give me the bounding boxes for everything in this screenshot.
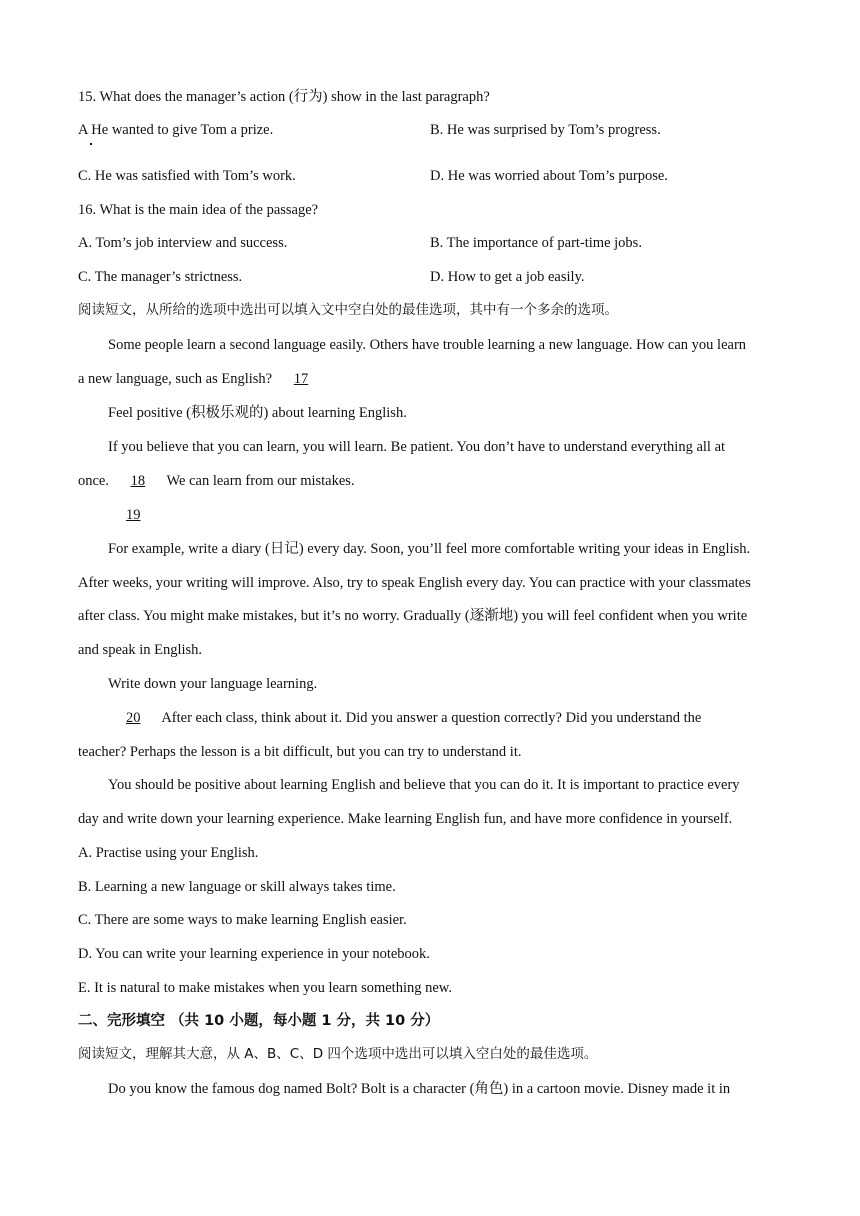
question-15-option-d: D. He was worried about Tom’s purpose. — [430, 168, 668, 184]
passage-text: After each class, think about it. Did you answer a question correctly? Did you understand the — [161, 710, 702, 726]
passage-subheading-feel-positive: Feel positive (积极乐观的) about learning English. — [108, 405, 407, 421]
question-15-option-a: A He wanted to give Tom a prize. — [78, 122, 274, 138]
passage-text: once. — [78, 473, 109, 489]
passage-paragraph-4-line-4: and speak in English. — [78, 642, 203, 658]
question-15-stem: 15. What does the manager’s action (行为) show in the last paragraph? — [78, 89, 490, 105]
passage-paragraph-7-line-2: day and write down your learning experience. Make learning English fun, and have more confidence in yourself. — [78, 811, 733, 827]
passage-paragraph-6-line-2: teacher? Perhaps the lesson is a bit difficult, but you can try to understand it. — [78, 744, 522, 760]
option-e: E. It is natural to make mistakes when you learn something new. — [78, 980, 452, 996]
question-16-option-b: B. The importance of part-time jobs. — [430, 235, 642, 251]
option-a: A. Practise using your English. — [78, 845, 259, 861]
passage-text: a new language, such as English? — [78, 371, 273, 387]
question-16-option-a: A. Tom’s job interview and success. — [78, 235, 288, 251]
stray-dot-mark — [90, 143, 92, 145]
passage-paragraph-1-line-2 — [78, 369, 326, 389]
blank-17: 17 — [293, 371, 309, 387]
passage-paragraph-6-line-1 — [108, 708, 701, 728]
section-2-instruction: 阅读短文，理解其大意，从 A、B、C、D 四个选项中选出可以填入空白处的最佳选项。 — [78, 1046, 598, 1062]
blank-18: 18 — [130, 473, 146, 489]
blank-19: 19 — [126, 507, 141, 523]
passage-paragraph-3-line-1: If you believe that you can learn, you will learn. Be patient. You don’t have to understand everything all at — [108, 439, 726, 455]
passage-text: We can learn from our mistakes. — [166, 473, 355, 489]
question-15-option-b: B. He was surprised by Tom’s progress. — [430, 122, 661, 138]
passage-paragraph-4-line-1: For example, write a diary (日记) every day. Soon, you’ll feel more comfortable writing your ideas in English. — [108, 541, 751, 557]
passage-paragraph-3-line-2 — [78, 471, 355, 491]
passage-paragraph-4-line-3: after class. You might make mistakes, but it’s no worry. Gradually (逐渐地) you will feel confident when you write — [78, 608, 748, 624]
option-d: D. You can write your learning experience in your notebook. — [78, 946, 430, 962]
section-2-heading: 二、完形填空 （共 10 小题，每小题 1 分，共 10 分） — [78, 1013, 440, 1029]
option-b: B. Learning a new language or skill always takes time. — [78, 879, 396, 895]
section-instruction: 阅读短文，从所给的选项中选出可以填入文中空白处的最佳选项，其中有一个多余的选项。 — [78, 302, 618, 318]
passage-paragraph-4-line-2: After weeks, your writing will improve. Also, try to speak English every day. You can practice with your classmates — [78, 575, 751, 591]
question-16-option-d: D. How to get a job easily. — [430, 269, 585, 285]
option-c: C. There are some ways to make learning English easier. — [78, 912, 407, 928]
question-16-stem: 16. What is the main idea of the passage? — [78, 202, 319, 218]
blank-20: 20 — [126, 710, 141, 726]
question-15-option-c: C. He was satisfied with Tom’s work. — [78, 168, 296, 184]
passage-paragraph-7-line-1: You should be positive about learning English and believe that you can do it. It is important to practice every — [108, 777, 740, 793]
passage-subheading-write-down: Write down your language learning. — [108, 676, 318, 692]
question-16-option-c: C. The manager’s strictness. — [78, 269, 243, 285]
blank-19-line — [108, 505, 159, 525]
cloze-passage-line-1: Do you know the famous dog named Bolt? Bolt is a character (角色) in a cartoon movie. Disney made it in — [108, 1081, 731, 1097]
passage-paragraph-1-line-1: Some people learn a second language easily. Others have trouble learning a new language. How can you learn — [108, 337, 747, 353]
